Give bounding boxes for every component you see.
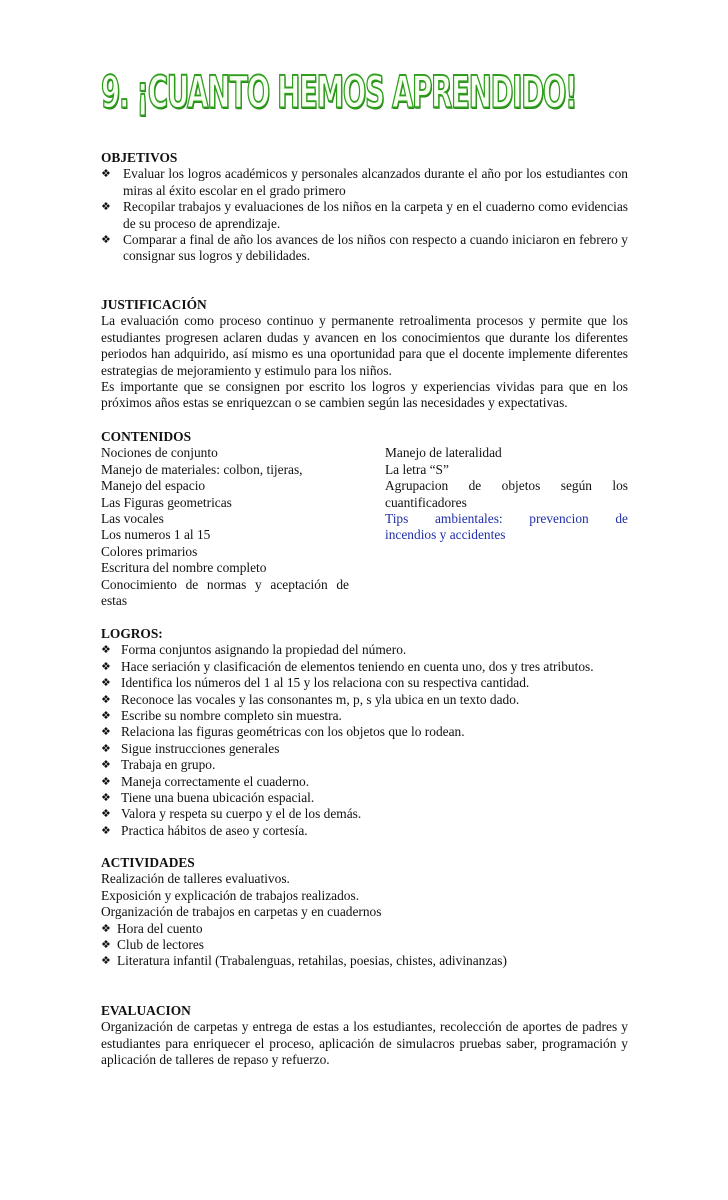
- contenido-item: cuantificadores: [385, 494, 467, 510]
- diamond-bullet-icon: ❖: [101, 725, 111, 739]
- actividad-line: Realización de talleres evaluativos.: [101, 871, 290, 887]
- diamond-bullet-icon: ❖: [101, 659, 111, 673]
- contenidos-section: [101, 429, 628, 610]
- actividad-line: Exposición y explicación de trabajos realizados.: [101, 887, 360, 903]
- diamond-bullet-icon: ❖: [101, 758, 111, 772]
- objetivos-heading: OBJETIVOS: [101, 150, 178, 165]
- contenidos-left-column: [101, 445, 349, 609]
- list-item: ❖ Hora del cuento: [101, 920, 203, 936]
- list-item: ❖ Escribe su nombre completo sin muestra.: [101, 708, 342, 724]
- page-title: 9. ¡CUANTO HEMOS APRENDIDO!: [101, 65, 577, 119]
- actividades-section: [101, 855, 628, 970]
- list-item: ❖ Literatura infantil (Trabalenguas, retahilas, poesias, chistes, adivinanzas): [101, 953, 507, 969]
- justificacion-section: [101, 297, 628, 412]
- diamond-bullet-icon: ❖: [101, 938, 111, 952]
- diamond-bullet-icon: ❖: [101, 741, 111, 755]
- contenido-item: Conocimiento de normas y aceptación de: [101, 576, 349, 592]
- logros-section: [101, 626, 628, 839]
- list-item: ❖ Forma conjuntos asignando la propiedad del número.: [101, 642, 407, 658]
- contenido-item: Escritura del nombre completo: [101, 560, 267, 576]
- list-item: ❖ Maneja correctamente el cuaderno.: [101, 773, 310, 789]
- contenido-item: Las vocales: [101, 511, 164, 527]
- contenido-item: Manejo de materiales: colbon, tijeras,: [101, 461, 303, 477]
- list-item: ❖ Relaciona las figuras geométricas con los objetos que lo rodean.: [101, 724, 465, 740]
- diamond-bullet-icon: ❖: [101, 774, 111, 788]
- objetivos-list: [101, 166, 628, 264]
- logros-heading: LOGROS:: [101, 626, 163, 641]
- list-item: ❖ Hace seriación y clasificación de elementos teniendo en cuenta uno, dos y tres atributos.: [101, 658, 594, 674]
- actividades-heading: ACTIVIDADES: [101, 855, 195, 870]
- diamond-bullet-icon: ❖: [101, 709, 111, 723]
- contenido-item: Manejo de lateralidad: [385, 445, 502, 461]
- logros-list: [101, 642, 628, 839]
- justificacion-heading: JUSTIFICACIÓN: [101, 297, 207, 312]
- justificacion-paragraph-2: Es importante que se consignen por escrito los logros y experiencias vividas para que en los próximos años estas se enriquezcan o se cambien según las necesidades y expectativas.: [101, 379, 628, 411]
- list-item: ❖ Recopilar trabajos y evaluaciones de los niños en la carpeta y en el cuaderno como evidencias de su proceso de aprendizaje.: [101, 199, 628, 231]
- list-item: ❖ Practica hábitos de aseo y cortesía.: [101, 822, 308, 838]
- contenido-item: Las Figuras geometricas: [101, 494, 232, 510]
- diamond-bullet-icon: ❖: [101, 791, 111, 805]
- list-item: ❖ Reconoce las vocales y las consonantes m, p, s yla ubica en un texto dado.: [101, 691, 520, 707]
- evaluacion-paragraph: Organización de carpetas y entrega de estas a los estudiantes, recolección de aportes de padres y estudiantes para enriquecer el proceso, aplicación de simulacros pruebas saber, programación y aplicación de talleres de repaso y refuerzo.: [101, 1019, 628, 1068]
- actividades-list: [101, 921, 628, 970]
- diamond-bullet-icon: ❖: [101, 954, 111, 968]
- diamond-bullet-icon: ❖: [101, 692, 111, 706]
- diamond-bullet-icon: ❖: [101, 807, 111, 821]
- list-item: ❖ Identifica los números del 1 al 15 y los relaciona con su respectiva cantidad.: [101, 675, 530, 691]
- diamond-bullet-icon: ❖: [101, 921, 111, 935]
- objetivos-section: [101, 150, 628, 265]
- list-item: ❖ Club de lectores: [101, 937, 205, 953]
- justificacion-paragraph-1: La evaluación como proceso continuo y permanente retroalimenta procesos y permite que los estudiantes progresen aclaren dudas y avancen en los conocimientos que durante los diferentes periodos han adquirido, así mismo es una oportunidad para que el docente implemente diferentes estrategias de mejoramiento y estimulo para los niños.: [101, 313, 628, 378]
- contenido-item-highlighted: incendios y accidentes: [385, 527, 506, 543]
- list-item: ❖ Valora y respeta su cuerpo y el de los demás.: [101, 806, 362, 822]
- actividad-line: Organización de trabajos en carpetas y en cuadernos: [101, 904, 382, 920]
- contenido-item: estas: [101, 593, 128, 609]
- contenido-item: La letra “S”: [385, 461, 449, 477]
- contenido-item-highlighted: Tips ambientales: prevencion de: [385, 511, 628, 527]
- evaluacion-section: [101, 1003, 628, 1069]
- list-item: ❖ Sigue instrucciones generales: [101, 740, 280, 756]
- contenido-item: Agrupacion de objetos según los: [385, 478, 628, 494]
- list-item: ❖ Trabaja en grupo.: [101, 757, 216, 773]
- evaluacion-heading: EVALUACION: [101, 1003, 191, 1018]
- list-item: ❖ Comparar a final de año los avances de los niños con respecto a cuando iniciaron en febrero y consignar sus logros y debilidades.: [101, 232, 628, 264]
- diamond-bullet-icon: ❖: [101, 167, 111, 181]
- contenidos-heading: CONTENIDOS: [101, 429, 192, 444]
- list-item: ❖ Tiene una buena ubicación espacial.: [101, 790, 315, 806]
- diamond-bullet-icon: ❖: [101, 200, 111, 214]
- diamond-bullet-icon: ❖: [101, 823, 111, 837]
- contenidos-right-column: [385, 445, 628, 543]
- diamond-bullet-icon: ❖: [101, 643, 111, 657]
- diamond-bullet-icon: ❖: [101, 233, 111, 247]
- diamond-bullet-icon: ❖: [101, 676, 111, 690]
- contenido-item: Colores primarios: [101, 543, 198, 559]
- contenido-item: Nociones de conjunto: [101, 445, 218, 461]
- contenido-item: Manejo del espacio: [101, 478, 206, 494]
- list-item: ❖ Evaluar los logros académicos y personales alcanzados durante el año por los estudiantes con miras al éxito escolar en el grado primero: [101, 166, 628, 198]
- contenido-item: Los numeros 1 al 15: [101, 527, 211, 543]
